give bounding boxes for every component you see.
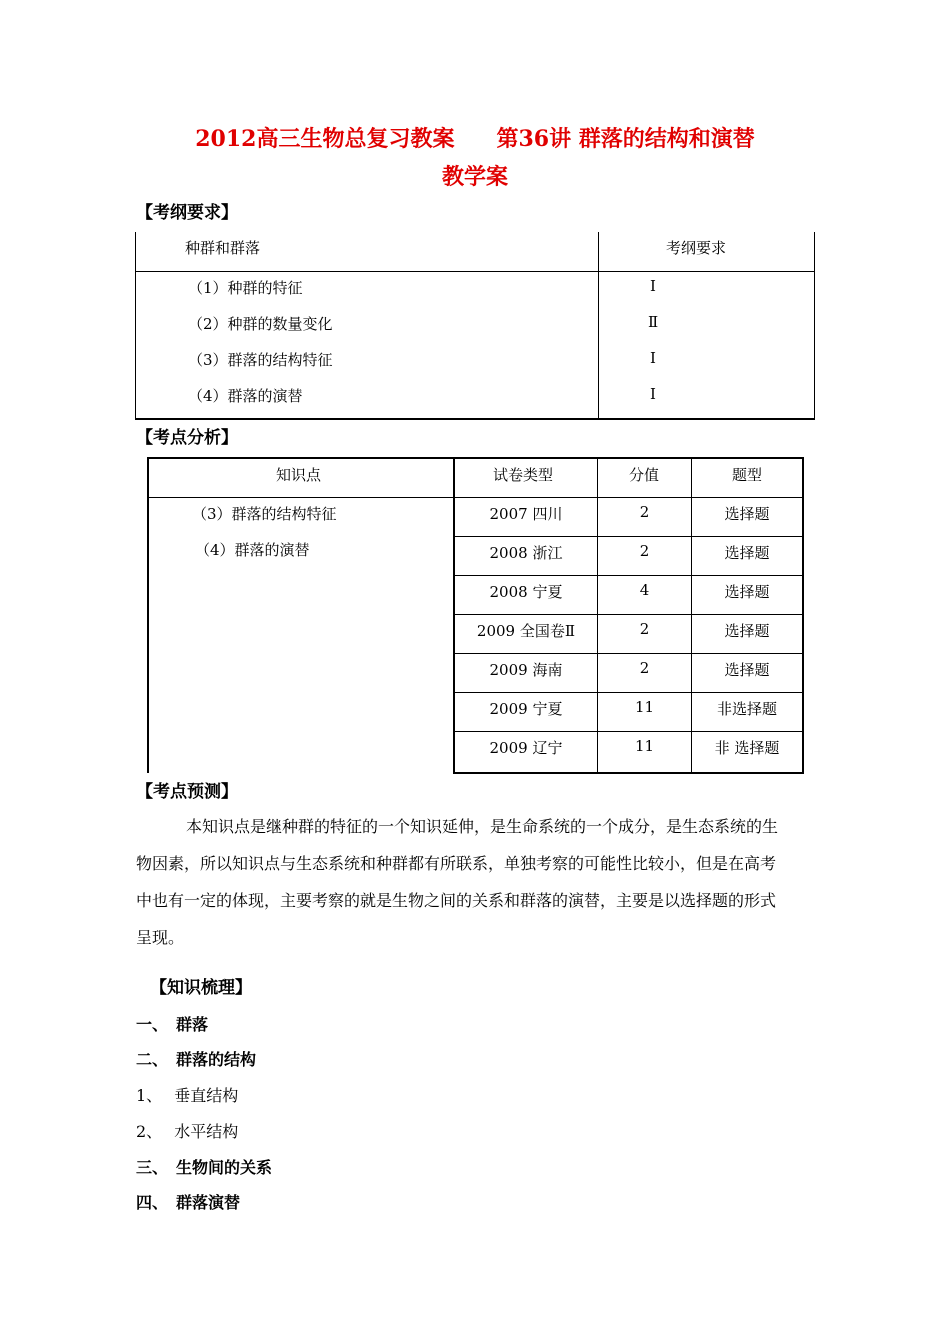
outline-item-text: 水平结构 (174, 1122, 239, 1141)
prediction-paragraph-line: 本知识点是继种群的特征的一个知识延伸，是生命系统的一个成分，是生态系统的生 (186, 817, 779, 836)
table-row-score: 11 (634, 698, 655, 716)
outline-item-number: 一、 (136, 1015, 169, 1034)
outline-item-number: 二、 (136, 1050, 169, 1069)
table-row-item: （4）群落的演替 (188, 387, 303, 405)
table-row-score: 11 (634, 737, 655, 755)
table-row-paper: 2008 浙江 (489, 544, 563, 562)
outline-item (136, 1119, 238, 1142)
knowledge-point-item: （4）群落的演替 (195, 541, 310, 559)
outline-item-number: 三、 (136, 1158, 169, 1177)
table-row-item: （2）种群的数量变化 (188, 315, 333, 333)
section-heading-exam-prediction: 【考点预测】 (136, 782, 238, 802)
section-heading-exam-analysis: 【考点分析】 (136, 428, 238, 448)
outline-item-text: 群落演替 (176, 1193, 241, 1212)
table-header-paper-type: 试卷类型 (493, 466, 554, 484)
table-row-score: 2 (639, 542, 650, 560)
table-row-paper: 2008 宁夏 (489, 583, 563, 601)
section-heading-outline-requirements: 【考纲要求】 (136, 203, 238, 223)
table-row-type: 非选择题 (716, 700, 777, 718)
table-row-score: 2 (639, 620, 650, 638)
table-header-score: 分值 (629, 466, 660, 484)
prediction-paragraph-line: 呈现。 (136, 928, 185, 947)
outline-item (136, 1047, 256, 1070)
table-row-type: 选择题 (724, 622, 770, 640)
outline-item (136, 1190, 240, 1213)
table-row-score: 2 (639, 503, 650, 521)
table-row-level: Ⅰ (650, 277, 656, 295)
table-row-paper: 2009 宁夏 (489, 700, 563, 718)
outline-item-text: 垂直结构 (174, 1086, 239, 1105)
outline-item-number: 1、 (136, 1086, 163, 1105)
outline-item-text: 群落 (176, 1015, 209, 1034)
outline-item-text: 群落的结构 (176, 1050, 257, 1069)
table-row-item: （1）种群的特征 (188, 279, 303, 297)
table-row-level: Ⅱ (648, 313, 659, 331)
title-right: 第36讲 群落的结构和演替 (496, 126, 755, 152)
table-header-outline-level: 考纲要求 (666, 239, 727, 257)
table-row-type: 非 选择题 (714, 739, 780, 757)
table-header-knowledge-point: 知识点 (276, 466, 322, 484)
table-row-paper: 2009 海南 (489, 661, 563, 679)
section-heading-knowledge-review: 【知识梳理】 (150, 978, 252, 998)
table-row-level: Ⅰ (650, 349, 656, 367)
table-row-type: 选择题 (724, 583, 770, 601)
outline-item-number: 2、 (136, 1122, 163, 1141)
table-row-type: 选择题 (724, 505, 770, 523)
table-row-item: （3）群落的结构特征 (188, 351, 333, 369)
table-row-paper: 2009 全国卷Ⅱ (476, 622, 576, 640)
table-header-population-community: 种群和群落 (185, 239, 261, 257)
table-row-type: 选择题 (724, 544, 770, 562)
outline-item (136, 1083, 238, 1106)
table-header-question-type: 题型 (732, 466, 763, 484)
document-subtitle: 教学案 (441, 164, 508, 190)
table-row-type: 选择题 (724, 661, 770, 679)
document-title-line1 (0, 122, 950, 153)
table-row-score: 4 (639, 581, 650, 599)
title-left: 2012高三生物总复习教案 (195, 126, 455, 152)
prediction-paragraph-line: 中也有一定的体现，主要考察的就是生物之间的关系和群落的演替，主要是以选择题的形式 (136, 891, 777, 910)
prediction-paragraph-line: 物因素，所以知识点与生态系统和种群都有所联系，单独考察的可能性比较小，但是在高考 (136, 854, 777, 873)
table-row-level: Ⅰ (650, 385, 656, 403)
outline-item-text: 生物间的关系 (176, 1158, 273, 1177)
outline-item (136, 1012, 208, 1035)
table-row-score: 2 (639, 659, 650, 677)
table-row-paper: 2007 四川 (489, 505, 563, 523)
table-row-paper: 2009 辽宁 (489, 739, 563, 757)
knowledge-point-item: （3）群落的结构特征 (192, 505, 337, 523)
outline-item (136, 1155, 272, 1178)
outline-item-number: 四、 (136, 1193, 169, 1212)
